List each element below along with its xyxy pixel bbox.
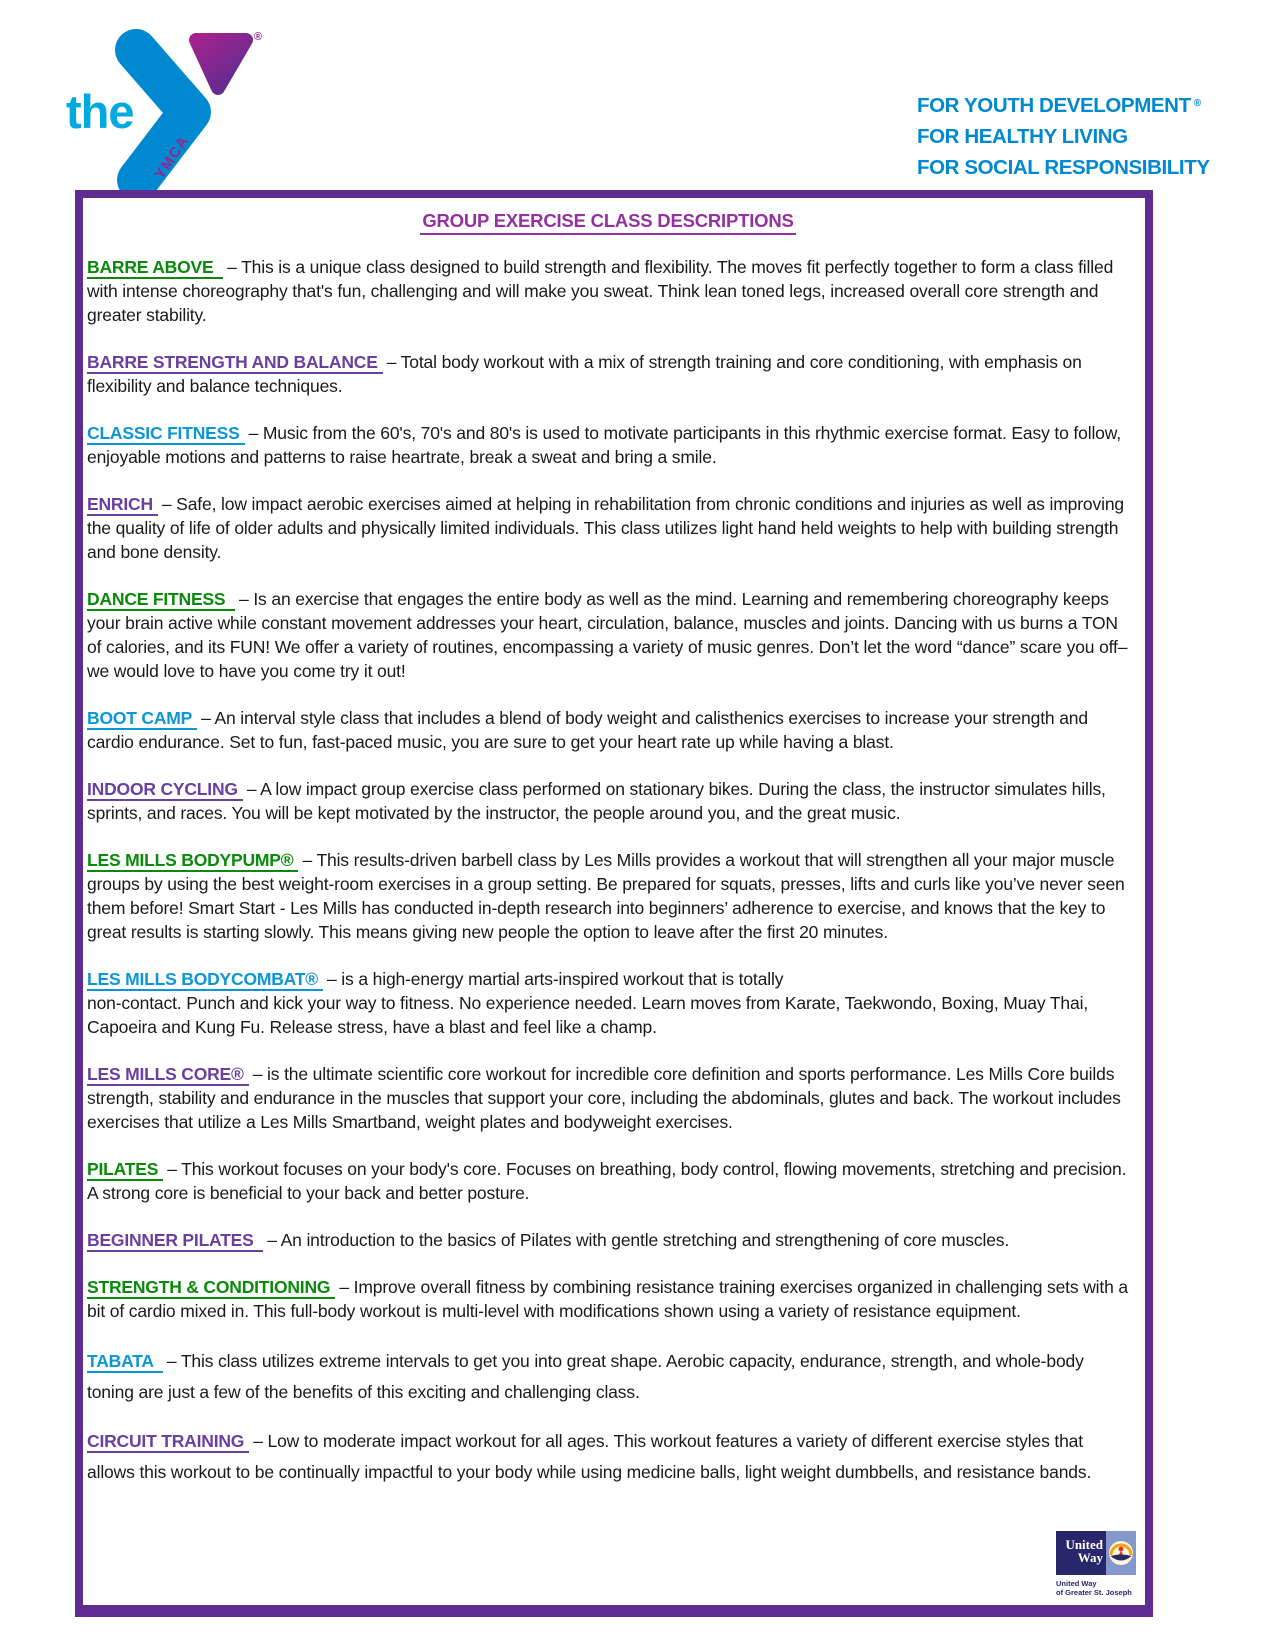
class-name: CLASSIC FITNESS [87, 423, 245, 445]
united-way-person-icon [1106, 1531, 1136, 1575]
class-section [87, 848, 1129, 944]
class-descriptions-box [75, 190, 1153, 1617]
class-description: – An interval style class that includes a blend of body weight and calisthenics exercises to increase your strength and cardio endurance. Set to fun, fast-paced music, you are sure to get your heart rate up while having a blast. [87, 708, 1088, 752]
class-description: – A low impact group exercise class performed on stationary bikes. During the class, the instructor simulates hills, sprints, and races. You will be kept motivated by the instructor, the people around you, and the great music. [87, 779, 1106, 823]
class-section [87, 777, 1129, 825]
logo-registered-mark: ® [254, 31, 263, 43]
tagline-healthy: FOR HEALTHY LIVING [917, 125, 1128, 148]
class-section [87, 350, 1129, 398]
class-description: – is a high-energy martial arts-inspired workout that is totally non-contact. Punch and kick your way to fitness. No experience needed. Learn moves from Karate, Taekwondo, Boxing, Muay Thai, Capoeira and Kung Fu. Release stress, have a blast and feel like a champ. [87, 969, 1089, 1037]
class-description: – Low to moderate impact workout for all ages. This workout features a variety of different exercise styles that allows this workout to be continually impactful to your body while using medicine balls, light weight dumbbells, and resistance bands. [87, 1431, 1092, 1482]
class-section [87, 1426, 1129, 1488]
class-section [87, 492, 1129, 564]
class-section [87, 1157, 1129, 1205]
class-name: BARRE STRENGTH AND BALANCE [87, 352, 383, 374]
class-description: – Safe, low impact aerobic exercises aimed at helping in rehabilitation from chronic conditions and injuries as well as improving the quality of life of older adults and physically limited individuals. This class utilizes light hand held weights to help with building strength and bone density. [87, 494, 1125, 562]
class-name: BOOT CAMP [87, 708, 197, 730]
class-description: – Is an exercise that engages the entire body as well as the mind. Learning and remembering choreography keeps your brain active while constant movement addresses your heart, circulation, balance, muscles and joints. Dancing with us burns a TON of calories, and its FUN! We offer a variety of routines, encompassing a variety of music genres. Don’t let the word “dance” scare you off– we would love to have you come try it out! [87, 589, 1128, 681]
class-name: BARRE ABOVE [87, 257, 223, 279]
page-title: GROUP EXERCISE CLASS DESCRIPTIONS [420, 210, 795, 235]
class-name: LES MILLS BODYCOMBAT® [87, 969, 323, 991]
class-section [87, 587, 1129, 683]
class-description: – This class utilizes extreme intervals to get you into great shape. Aerobic capacity, endurance, strength, and whole-body toning are just a few of the benefits of this exciting and challenging class. [87, 1351, 1084, 1402]
class-section [87, 255, 1129, 327]
ymca-logo [58, 22, 268, 197]
class-section [87, 967, 1129, 1039]
class-description: – An introduction to the basics of Pilates with gentle stretching and strengthening of core muscles. [267, 1230, 1010, 1250]
united-way-logo [1053, 1531, 1139, 1597]
class-description: – This results-driven barbell class by Les Mills provides a workout that will strengthen all your major muscle groups by using the best weight-room exercises in a group setting. Be prepared for squats, presses, lifts and curls like you’ve never seen them before! Smart Start - Les Mills has conducted in-depth research into beginners’ adherence to exercise, and knows that the key to great results is starting slowly. This means giving new people the option to leave after the first 20 minutes. [87, 850, 1125, 942]
class-name: CIRCUIT TRAINING [87, 1431, 249, 1453]
class-description: – is the ultimate scientific core workout for incredible core definition and sports performance. Les Mills Core builds strength, stability and endurance in the muscles that support your core, including the abdominals, glutes and back. The workout includes exercises that utilize a Les Mills Smartband, weight plates and bodyweight exercises. [87, 1064, 1121, 1132]
class-section [87, 1275, 1129, 1323]
tagline-social: FOR SOCIAL RESPONSIBILITY [917, 156, 1210, 179]
united-way-caption: United Way of Greater St. Joseph [1056, 1579, 1132, 1597]
tagline-registered-mark: ® [1193, 98, 1201, 109]
class-description: – Improve overall fitness by combining resistance training exercises organized in challenging sets with a bit of cardio mixed in. This full-body workout is multi-level with modifications shown using a variety of resistance equipment. [87, 1277, 1129, 1321]
class-description: – Music from the 60's, 70's and 80's is used to motivate participants in this rhythmic exercise format. Easy to follow, enjoyable motions and patterns to raise heartrate, break a sweat and bring a smile. [87, 423, 1121, 467]
ymca-leg-text: YMCA [152, 132, 193, 183]
class-name: BEGINNER PILATES [87, 1230, 263, 1252]
class-name: DANCE FITNESS [87, 589, 235, 611]
class-name: INDOOR CYCLING [87, 779, 243, 801]
class-section [87, 1228, 1129, 1252]
class-section [87, 421, 1129, 469]
y-triangle-shape [196, 40, 246, 88]
class-section-list [87, 255, 1129, 1488]
class-name: LES MILLS CORE® [87, 1064, 249, 1086]
class-section [87, 1346, 1129, 1408]
united-way-mark [1056, 1531, 1136, 1575]
class-name: LES MILLS BODYPUMP® [87, 850, 298, 872]
class-name: TABATA [87, 1351, 163, 1373]
class-description: – This is a unique class designed to build strength and flexibility. The moves fit perfectly together to form a class filled with intense choreography that's fun, challenging and will make you sweat. Think lean toned legs, increased overall core strength and greater stability. [87, 257, 1114, 325]
class-section [87, 706, 1129, 754]
brand-taglines [917, 88, 1210, 183]
ymca-logo-the-text: the [66, 85, 134, 138]
class-name: ENRICH [87, 494, 158, 516]
tagline-youth: FOR YOUTH DEVELOPMENT ® [917, 94, 1201, 117]
class-description: – This workout focuses on your body's core. Focuses on breathing, body control, flowing movements, stretching and precision. A strong core is beneficial to your back and better posture. [87, 1159, 1127, 1203]
class-description: – Total body workout with a mix of strength training and core conditioning, with emphasis on flexibility and balance techniques. [87, 352, 1082, 396]
class-name: STRENGTH & CONDITIONING [87, 1277, 335, 1299]
class-section [87, 1062, 1129, 1134]
united-way-wordmark: United Way [1056, 1531, 1106, 1575]
class-name: PILATES [87, 1159, 163, 1181]
